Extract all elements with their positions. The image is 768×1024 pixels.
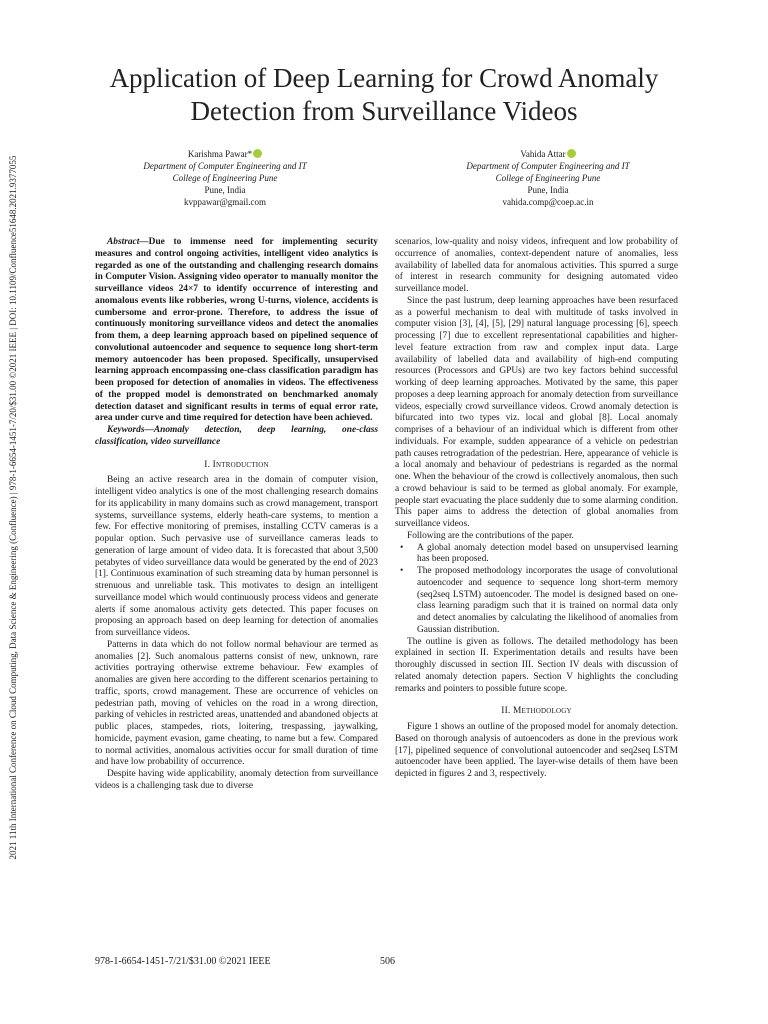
author-college: College of Engineering Pune <box>172 173 278 183</box>
author-college: College of Engineering Pune <box>495 173 601 183</box>
keywords <box>95 425 378 449</box>
section-heading-methodology: II. Methodology <box>501 706 572 717</box>
keywords-label: Keywords <box>107 425 145 435</box>
doi-side-note <box>6 100 20 915</box>
orcid-icon[interactable] <box>253 149 262 158</box>
contributions-list <box>395 543 678 637</box>
page-number: 506 <box>380 956 395 967</box>
paper-title <box>60 62 708 128</box>
keywords-text: —Anomaly detection, deep learning, one-class classification, video surveillance <box>95 425 378 447</box>
side-note-text: 2021 11th International Conference on Cloud Computing, Data Science & Engineering (Confluence) | 978-1-6654-1451-7/20/$31.00 ©2021 IEEE | DOI: 10.1109/Confluence51648.2021.9377055 <box>8 155 18 860</box>
author-email[interactable]: vahida.comp@coep.ac.in <box>502 197 594 207</box>
author-location: Pune, India <box>204 185 246 195</box>
abstract-text: —Due to immense need for implementing security measures and control ongoing activities, intelligent video analytics is regarded as one of the outstanding and challenging research domains in Computer Vision. Assigning video operator to manually monitor the surveillance videos 24×7 to identify occurrence of interesting and anomalous events like robberies, wrong U-turns, violence, accidents is cumbersome and error-prone. Therefore, to address the issue of continuously monitoring surveillance videos and detect the anomalies from them, a deep learning approach based on pipelined sequence of convolutional autoencoder and sequence to sequence long short-term memory autoencoder has been proposed. Specifically, unsupervised learning approach encompassing one-class classification paradigm has been proposed for detection of anomalies in videos. The effectiveness of the propped model is demonstrated on benchmarked anomaly detection dataset and significant results in terms of equal error rate, area under curve and time required for detection have been achieved. <box>95 237 378 424</box>
paragraph-continued: scenarios, low-quality and noisy videos, infrequent and low probability of occurrence of anomalies, context-dependent nature of anomalies, less availability of labelled data for anomalous activities. This spurred a surge of interest in research community for designing automated video surveillance model. <box>395 237 678 294</box>
abstract <box>95 237 378 425</box>
paragraph: Being an active research area in the domain of computer vision, intelligent video analytics is one of the most challenging research domains for its applicability in many domains such as crowd management, transport systems, surveillance systems, elderly heath-care systems, to mention a few. For effective monitoring of premises, installing CCTV cameras is a popular option. Such pervasive use of surveillance cameras leads to generation of large amount of video data. It is forecasted that about 3,500 petabytes of video surveillance data would be generated by the end of 2023 [1]. Continuous examination of such streaming data by human personnel is strenuous and unreliable task. This motivates to design an intelligent surveillance model which would continuously process videos and generate alerts if some anomalous activity gets detected. This paper focuses on proposing an approach based on deep learning for detection of anomalies from surveillance videos. <box>95 475 378 638</box>
author-location: Pune, India <box>527 185 569 195</box>
author-name: Karishma Pawar* <box>187 149 253 159</box>
paragraph: Following are the contributions of the paper. <box>407 530 574 541</box>
author-department: Department of Computer Engineering and IT <box>466 161 630 171</box>
paragraph: Since the past lustrum, deep learning approaches have been resurfaced as a powerful mechanism to deal with multitude of tasks involved in computer vision [3], [4], [5], [29] natural language processing [6], speech processing [7] due to excellent representational capabilities and higher-level feature extraction from raw and complex input data. Large availability of labelled data and availability of high-end computing resources (Processors and GPUs) are two key factors behind successful working of deep learning approaches. Motivated by the same, this paper proposes a deep learning approach for anomaly detection from surveillance videos, especially crowd surveillance videos. Crowd anomaly detection is bifurcated into two types viz. local and global [8]. Local anomaly comprises of a behaviour of an individual which is different from other individuals. For example, sudden appearance of a vehicle on pedestrian path causes retrogradation of the pedestrian. Here, appearance of vehicle is a local anomaly and behaviour of pedestrians is regarded as the normal one. When the behaviour of the crowd is collectively anomalous, then such a crowd behaviour is said to be termed as global anomaly. For example, people start evacuating the place suddenly due to some alarming condition. This paper aims to address the detection of global anomalies from surveillance videos. <box>395 295 678 529</box>
abstract-label: Abstract <box>107 237 140 247</box>
paragraph: Figure 1 shows an outline of the proposed model for anomaly detection. Based on thorough analysis of autoencoders as done in the previous work [17], pipelined sequence of convolutional autoencoder and seq2seq LSTM autoencoder have been applied. The layer-wise details of them have been depicted in figures 2 and 3, respectively. <box>395 722 678 779</box>
orcid-icon[interactable] <box>567 149 576 158</box>
paragraph: Patterns in data which do not follow normal behaviour are termed as anomalies [2]. Such anomalous patterns consist of new, unknown, rare activities portraying otherwise extreme behaviour. Few examples of anomalies are given here according to the different scenarios pertaining to traffic, sports, crowd management. These are occurrence of vehicles on pedestrian path, moving of vehicles on the road in a wrong direction, parking of vehicles in restricted areas, unattended and abandoned objects at public places, stampedes, riots, loitering, trespassing, jaywalking, homicide, payment evasion, game cheating, to name but a few. Compared to normal activities, anomalous activities occur for small duration of time and have low probability of occurrence. <box>95 639 378 768</box>
right-column <box>395 237 678 781</box>
title-line-2: Detection from Surveillance Videos <box>190 96 578 126</box>
section-heading-introduction: I. Introduction <box>204 459 269 470</box>
footer-copyright: 978-1-6654-1451-7/21/$31.00 ©2021 IEEE <box>95 956 271 967</box>
author-name: Vahida Attar <box>520 149 566 159</box>
list-item: • The proposed methodology incorporates the usage of convolutional autoencoder and sequence to sequence long short-term memory (seq2seq LSTM) autoencoder. The model is designed based on one-class learning paradigm such that it is trained on normal data only and detect anomalies by calculating the likelihood of anomalies from Gaussian distribution. <box>395 566 678 637</box>
author-block-2 <box>418 148 678 208</box>
author-block-1 <box>100 148 350 208</box>
paragraph: The outline is given as follows. The detailed methodology has been explained in section II. Experimentation details and results have been thoroughly discussed in section III. Section IV deals with discussion of related anomaly detection papers. Section V highlights the concluding remarks and pointers to possible future scope. <box>395 636 678 694</box>
author-department: Department of Computer Engineering and IT <box>143 161 307 171</box>
left-column <box>95 237 378 793</box>
author-email[interactable]: kvppawar@gmail.com <box>183 197 266 207</box>
title-line-1: Application of Deep Learning for Crowd Anomaly <box>109 63 659 93</box>
list-item: • A global anomaly detection model based on unsupervised learning has been proposed. <box>395 543 678 567</box>
paragraph: Despite having wide applicability, anomaly detection from surveillance videos is a challenging task due to diverse <box>95 769 378 791</box>
